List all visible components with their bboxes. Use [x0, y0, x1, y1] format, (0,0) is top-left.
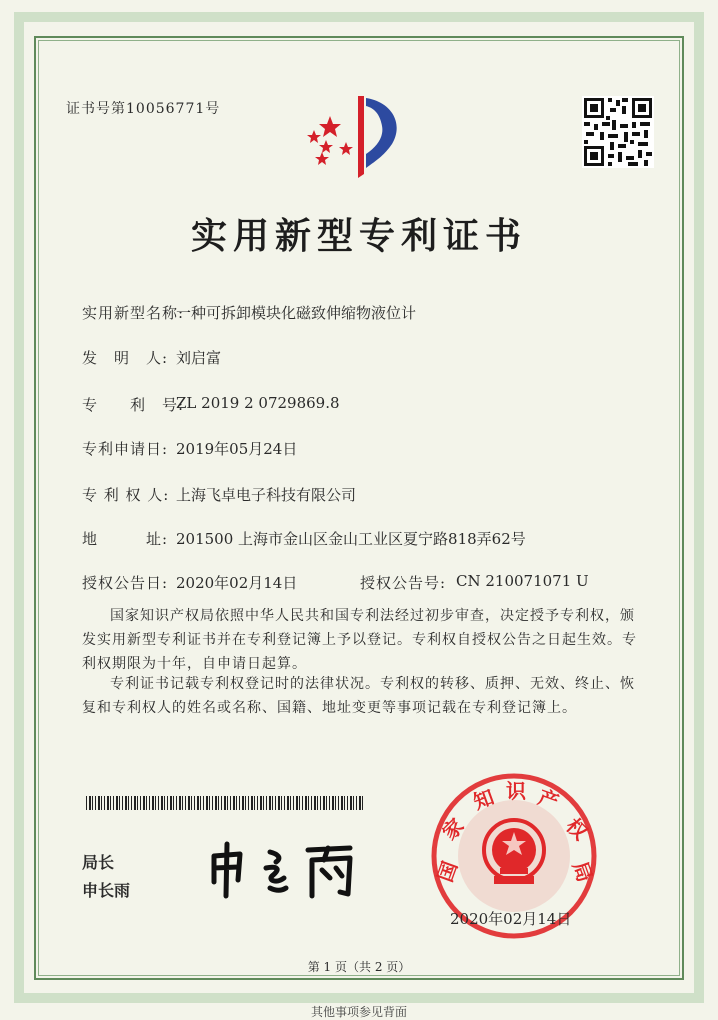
qr-code-icon [582, 96, 654, 168]
inventor-label: 发 明 人: [82, 349, 169, 367]
patent-number-label: 专 利 号: [82, 396, 185, 414]
grant-number-value: CN 210071071 U [456, 572, 589, 590]
seal-date: 2020年02月14日 [450, 910, 572, 928]
inventor-value: 刘启富 [176, 349, 222, 367]
filing-date-label: 专利申请日: [82, 440, 169, 458]
grant-statement-paragraph: 国家知识产权局依照中华人民共和国专利法经过初步审查，决定授予专利权，颁发实用新型专利证书并在专利登记簿上予以登记。专利权自授权公告之日起生效。专利权期限为十年，自申请日起算。 [82, 608, 637, 672]
legal-status-paragraph: 专利证书记载专利权登记时的法律状况。专利权的转移、质押、无效、终止、恢复和专利权人的姓名或名称、国籍、地址变更等事项记载在专利登记簿上。 [82, 676, 635, 716]
patent-number-value: ZL 2019 2 0729869.8 [176, 394, 340, 412]
cnipa-logo-icon [300, 88, 412, 184]
filing-date-value: 2019年05月24日 [176, 440, 298, 458]
svg-text:局: 局 [567, 858, 598, 886]
grant-number-label: 授权公告号: [360, 574, 447, 592]
svg-text:权: 权 [561, 813, 593, 845]
svg-text:知: 知 [470, 784, 498, 815]
page-indicator: 第 1 页（共 2 页） [307, 960, 411, 974]
director-signature [200, 838, 370, 902]
patentee-value: 上海飞卓电子科技有限公司 [176, 486, 357, 504]
director-title: 局长 [82, 853, 115, 872]
patentee-label: 专 利 权 人: [82, 486, 170, 504]
logo-stars [307, 116, 353, 165]
certificate-number: 证书号第10056771号 [66, 101, 221, 117]
svg-text:产: 产 [534, 784, 562, 815]
bottom-note: 其他事项参见背面 [310, 1005, 407, 1019]
address-value: 201500 上海市金山区金山工业区夏宁路818弄62号 [176, 530, 526, 548]
certificate-title: 实用新型专利证书 [190, 215, 527, 257]
svg-text:识: 识 [506, 779, 526, 803]
grant-date-label: 授权公告日: [82, 574, 169, 592]
utility-model-name-label: 实用新型名称: [82, 304, 185, 322]
director-name: 申长雨 [82, 881, 131, 900]
svg-text:国: 国 [432, 858, 463, 886]
utility-model-name-value: 一种可拆卸模块化磁致伸缩物液位计 [176, 304, 417, 322]
svg-text:家: 家 [437, 813, 469, 845]
address-label: 地 址: [82, 530, 169, 548]
barcode-icon [86, 796, 364, 810]
grant-date-value: 2020年02月14日 [176, 574, 298, 592]
